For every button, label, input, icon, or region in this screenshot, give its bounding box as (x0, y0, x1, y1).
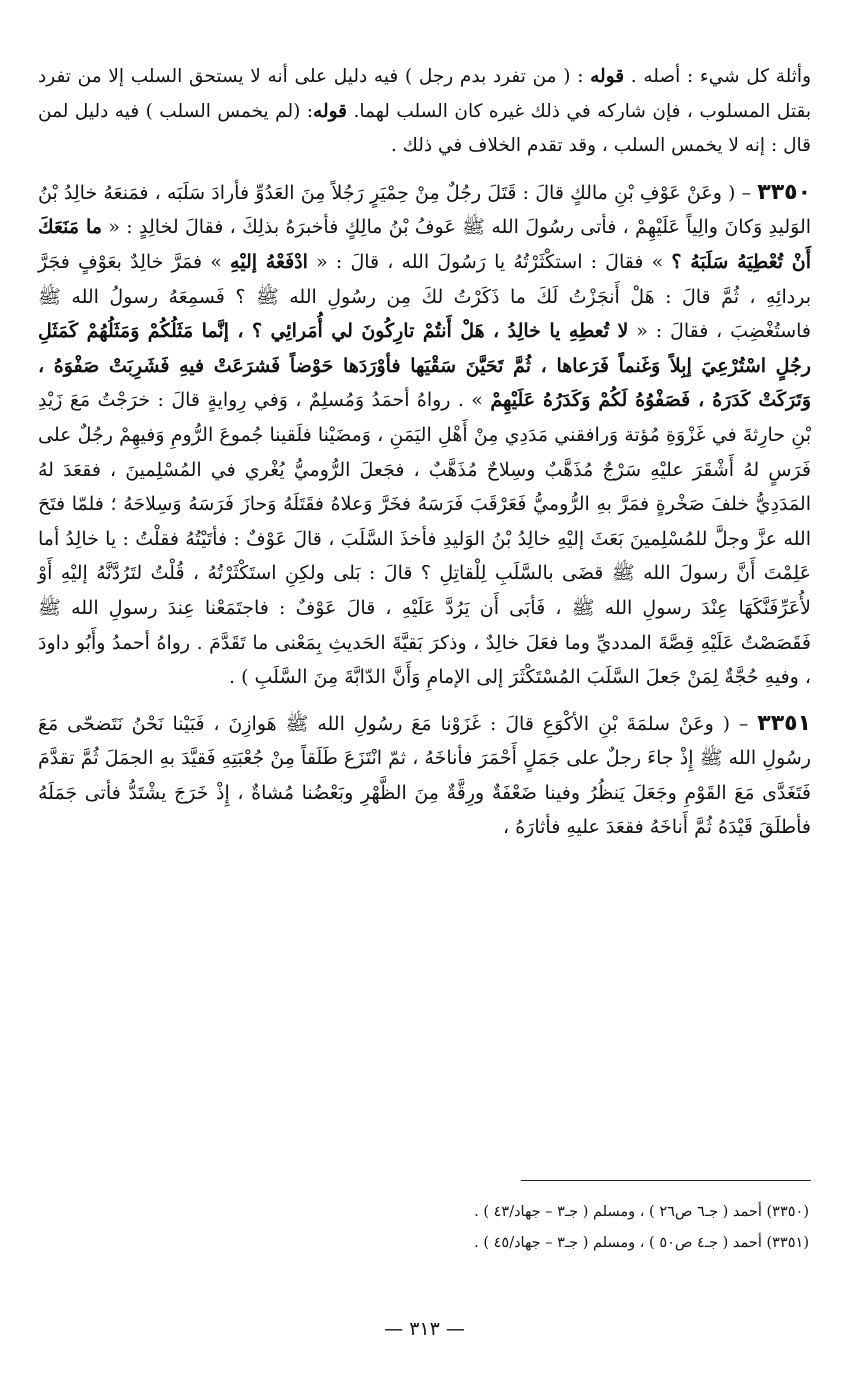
hadith-number-3350: ٣٣٥٠ (757, 179, 811, 205)
hadith-dash-3351: – (730, 712, 758, 735)
intro-text-2: : ( من تفرد بدم رجل ) فيه دليل على أنه لا يستحق السلب إلا من تفرد بقتل المسلوب ، فإن شاركه في ذلك غيره كان السلب لهما. (38, 66, 812, 122)
footnote-3351: (٣٣٥١) أحمد ( جـ٤ ص٥٠ ) ، ومسلم ( جـ٣ – جهاد/٤٥ ) . (474, 1235, 809, 1251)
page-body (38, 60, 811, 845)
hadith-3350-text-1: ( وعَنْ عَوْفِ بْنِ مالكٍ قالَ : قَتَلَ رجُلٌ مِنْ حِمْيَرٍ رَجُلاً مِنَ العَدُوِّ فأرادَ سَلَبَه ، فمَنعَهُ خالِدُ بْنُ الوَليدِ وَكانَ والِياً عَلَيْهِمْ ، فأتى رسُولَ الله ﷺ عَوفُ بْنُ مالِكٍ فأخبرَهُ بذلِكَ ، فقالَ لخالِدٍ : « (38, 181, 812, 239)
hadith-3351-text: ( وعَنْ سلمَةَ بْنِ الأكْوَعِ قالَ : غَزَوْنا مَعَ رسُولِ الله ﷺ هَوازِنَ ، فَبَيْنا نَحْنُ نَتَضحّى مَعَ رسُولِ الله ﷺ إِذْ جاءَ رجلٌ على جَمَلٍ أَحْمَرَ فأناخَهُ ، ثمّ انْتَزَعَ طَلَقاً مِنْ جُعْبَتِهِ فَقيَّدَ بهِ الجمَلَ ثُمَّ تقدَّمَ فَتَغَدَّى مَعَ القَوْمِ وجَعَلَ يَنظُرُ وفينا ضَعْفَةٌ ورِقَّةٌ مِنَ الظَّهْرِ وبَعْضُنا مُشاةٌ ، إِذْ خَرَجَ يشْتَدُّ فأتى جَمَلَهُ فأطلَقَ قَيْدَهُ ثُمَّ أَناخَهُ فقعَدَ عليهِ فأثارَهُ ، (38, 712, 811, 839)
intro-qawluhu-1: قوله (590, 66, 625, 87)
hadith-dash-3350: – (735, 181, 758, 204)
intro-text-1: وأثلة كل شيء : أصله . (624, 66, 812, 87)
hadith-3350-text-3: » فمَرَّ خالِدٌ بعَوْفٍ فجَرَّ بردائِهِ ، ثُمَّ قالَ : هَلْ أَنجَزْتُ لَكَ ما ذَكَرْتُ لكَ مِن رسُولِ الله ﷺ ؟ فَسمِعَهُ رسولُ الله ﷺ فاستُغْضِبَ ، فقالَ : « (38, 250, 812, 343)
footnotes (38, 1180, 811, 1259)
page-number: — ٣١٣ — (384, 1318, 465, 1340)
intro-paragraph (38, 60, 811, 164)
intro-text-3: : (لم يخمس السلب ) فيه دليل لمن قال : إنه لا يخمس السلب ، وقد تقدم الخلاف في ذلك . (38, 100, 811, 157)
hadith-3351 (38, 707, 811, 845)
footnote-divider (521, 1180, 811, 1181)
hadith-number-3351: ٣٣٥١ (757, 710, 811, 736)
hadith-3350-bold-3: لا تُعطِهِ يا خالِدُ ، هَلْ أَنتُمْ تارِكُونَ لي أُمَرائِي ؟ ، إنَّما مَثَلُكُمْ وَمَثَلُهُمْ كَمَثَلِ رجُلٍ اسْتُرْعِيَ إبِلاً وَغَنماً فَرَعاها ، ثُمَّ تَحَيَّنَ سَقْيَها فأوْرَدَها حَوْضاً فَشرَعَتْ فيهِ فَشَرِبَتْ صَفْوَهُ ، وَتَرَكَتْ كَدَرَهُ ، فَصَفْوُهُ لَكُمْ وَكَدَرُهُ عَلَيْهِمْ (38, 320, 811, 412)
hadith-3350 (38, 176, 811, 695)
hadith-3350-text-4: » . رواهُ أحمَدُ وَمُسلِمٌ ، وَفي رِوايةٍ قالَ : خرَجْتُ مَعَ زَيْدِ بْنِ حارِثةَ في غَزْوَةِ مُؤتة وَرافقني مَدَدِي مِنْ أَهْلِ اليَمَنِ ، وَمضَيْنا فلَقينا جُموعَ الرُّومِ وَفيهِمْ رجُلٌ على فَرَسٍ لهُ أَشْقَرَ عليْهِ سَرْجٌ مُذَهَّبٌ وسِلاحٌ مُذَهَّبٌ ، فجَعلَ الرُّوميُّ يُغْري في المُسْلِمينَ ، فقعَدَ لهُ المَدَدِيُّ خلفَ صَخْرةٍ فمَرَّ بهِ الرُّوميُّ فَعَرْقَبَ فَرَسَهُ فخَرَّ وَعلاهُ فقَتَلَهُ وَحازَ فَرَسَهُ وَسِلاحَهُ ؛ فلمّا فتَحَ الله عزَّ وجلَّ للمُسْلِمينَ بَعَثَ إليْهِ خالِدُ بْنُ الوَليدِ فأخذَ السَّلَبَ ، قالَ عَوْفٌ : فأتَيْتُهُ فقلْتُ : يا خالِدُ أما عَلِمْتَ أَنَّ رسولَ الله ﷺ قضَى بالسَّلَبِ لِلْقاتِلِ ؟ قالَ : بَلى ولكِنِ استَكْثَرْتُهُ ، قُلْتُ لتَرُدَّنَّهُ إليْهِ أَوْ لأُعَرِّفَنَّكَهَا عِنْدَ رسولِ الله ﷺ ، فَأبَى أَن يَرُدَّ عَلَيْهِ ، قالَ عَوْفٌ : فاجتَمَعْنا عِندَ رسولِ الله ﷺ فَقَصَصْتُ عَلَيْهِ قِصَّةَ المدديِّ وما فعَلَ خالِدٌ ، وذكرَ بَقيَّةَ الحَديثِ بِمَعْنى ما تَقَدَّمَ . رواهُ أحمدُ وأَبُو داودَ ، وفيهِ حُجَّةٌ لِمَنْ جَعلَ السَّلَبَ المُسْتَكْثَرَ إلى الإمامِ وَأَنَّ الدّابَّةَ مِنَ السَّلَبِ ) . (38, 389, 811, 689)
hadith-3350-bold-1: ما مَنَعَكَ أَنْ تُعْطِيَهُ سَلَبَهُ ؟ (38, 216, 812, 273)
hadith-3350-text-2: » فقالَ : استكْثَرْتُهُ يا رَسُولَ الله ، قالَ : « (307, 250, 672, 273)
footnote-3350: (٣٣٥٠) أحمد ( جـ٦ ص٢٦ ) ، ومسلم ( جـ٣ – جهاد/٤٣ ) . (474, 1204, 809, 1220)
intro-qawluhu-2: قوله (313, 100, 348, 122)
hadith-3350-bold-2: ادْفَعْهُ إليْهِ (230, 250, 308, 273)
